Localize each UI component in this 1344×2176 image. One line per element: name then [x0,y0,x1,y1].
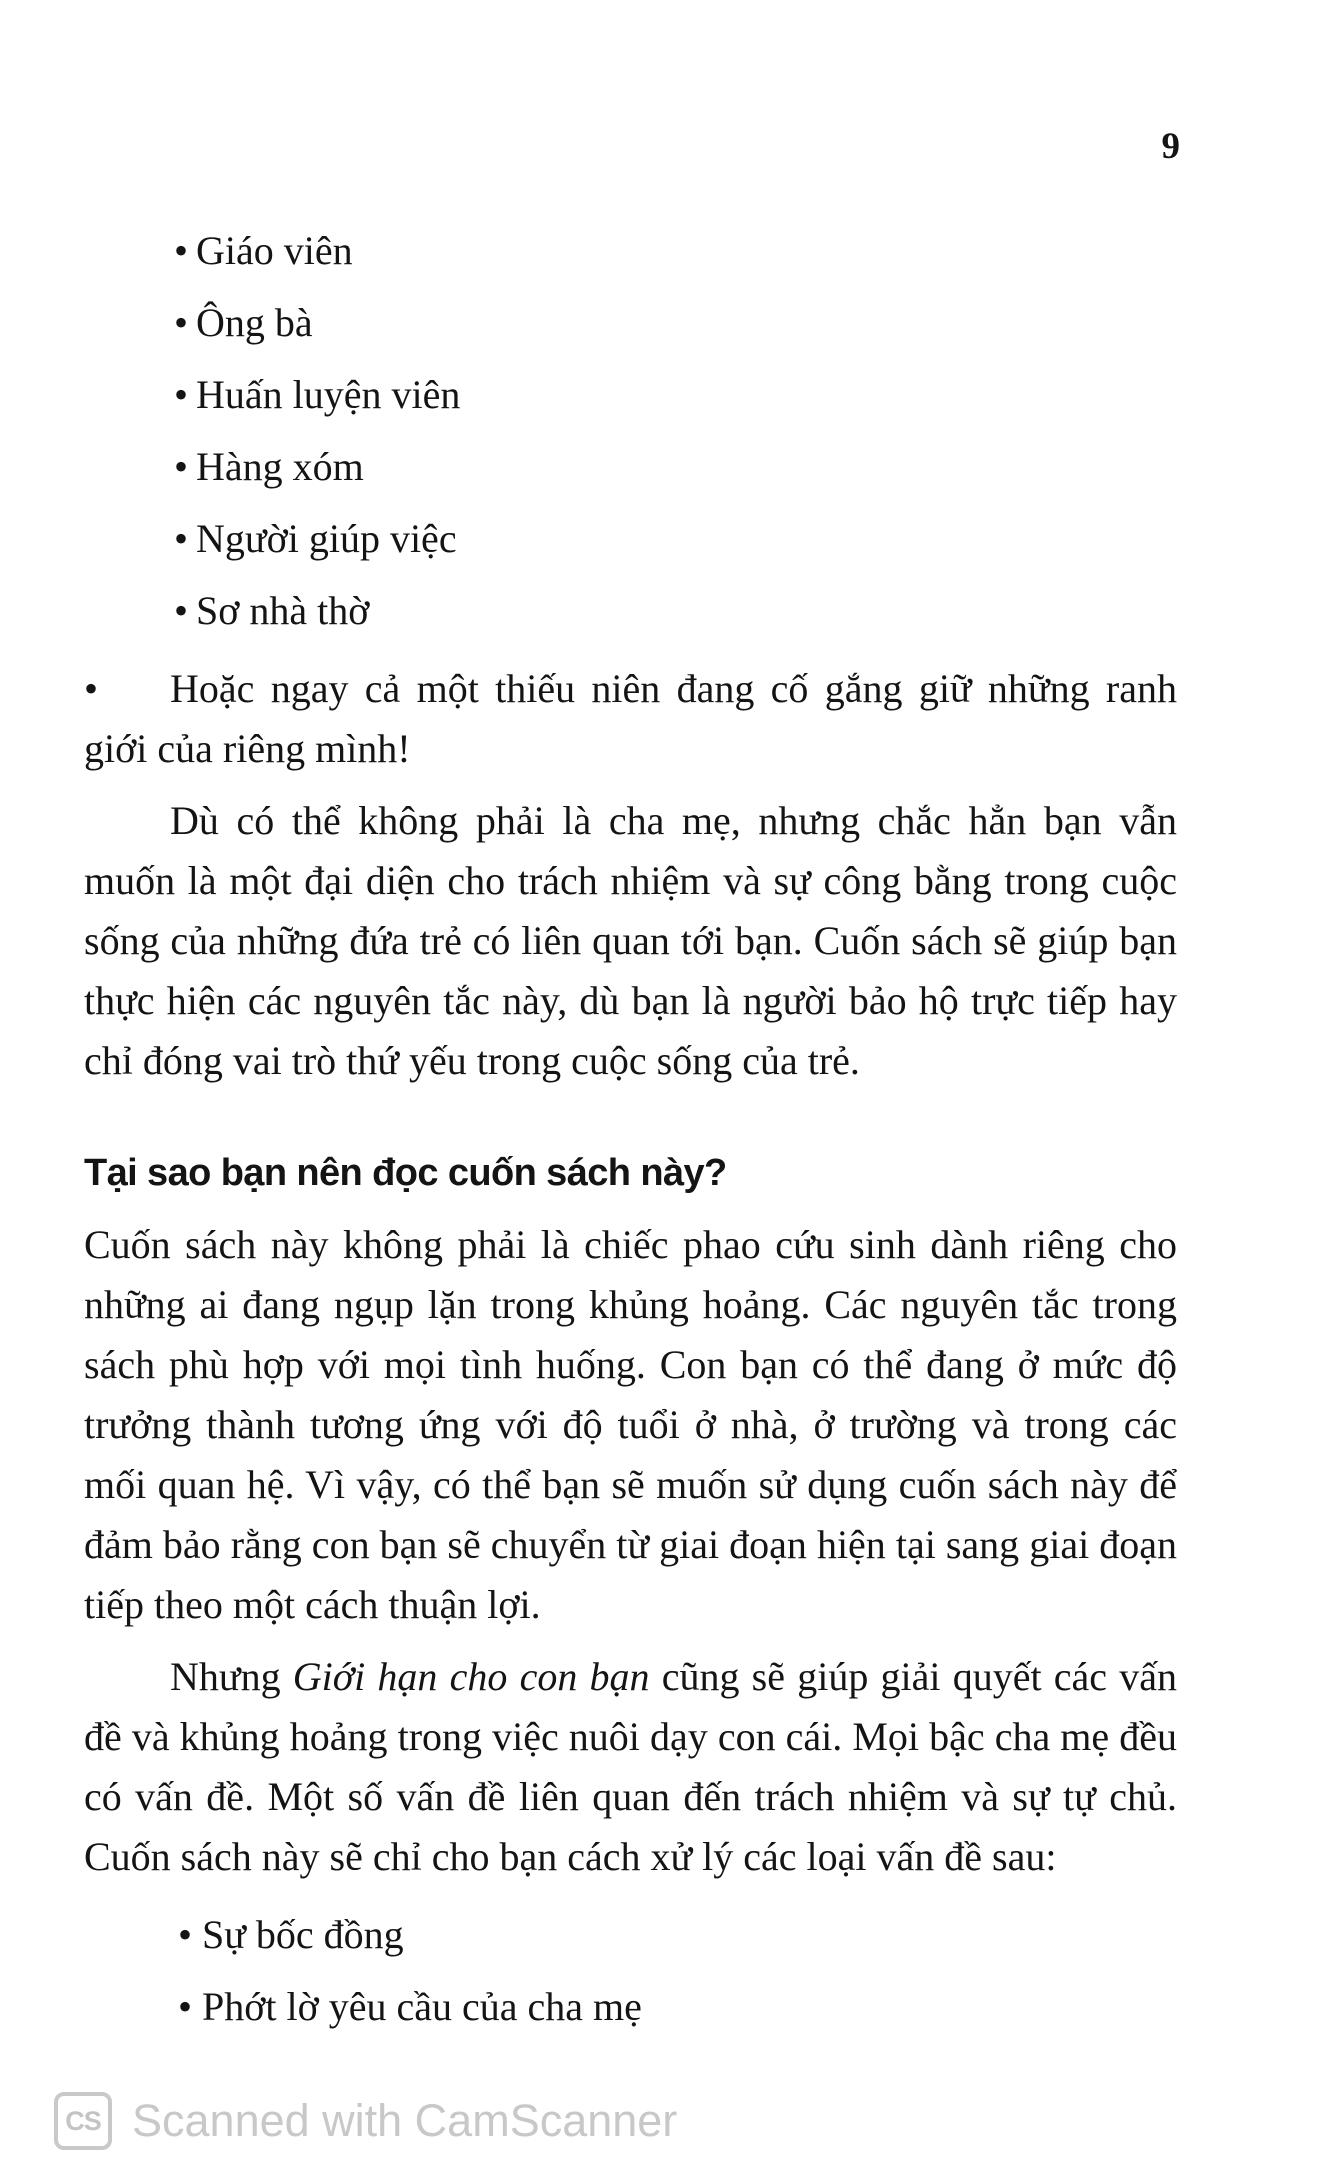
book-title: Giới hạn cho con bạn [292,1654,650,1699]
paragraph-2: Cuốn sách này không phải là chiếc phao cứu sinh dành riêng cho những ai đang ngụp lặn trong khủng hoảng. Các nguyên tắc trong sách phù hợp với mọi tình huống. Con bạn có thể đang ở mức độ trưởng thành tương ứng với độ tuổi ở nhà, ở trường và trong các mối quan hệ. Vì vậy, có thể bạn sẽ muốn sử dụng cuốn sách này để đảm bảo rằng con bạn sẽ chuyển từ giai đoạn hiện tại sang giai đoạn tiếp theo một cách thuận lợi. [84,1222,1177,1627]
bullet-icon: • [173,444,188,489]
list-item-text: Hàng xóm [196,444,364,489]
bullet-icon: • [173,372,188,417]
list-item [84,287,1177,359]
list-item-text: Huấn luyện viên [196,372,461,417]
camscanner-watermark [54,2090,677,2152]
bullet-icon: • [173,228,188,273]
list-item-text: Người giúp việc [196,516,457,561]
bullet-icon: • [177,1912,192,1957]
list-item-text: Sự bốc đồng [202,1912,404,1957]
list-item [84,503,1177,575]
list-item-text: Sơ nhà thờ [196,588,370,633]
list-item-text: Giáo viên [196,228,353,273]
top-bullet-list [84,215,1177,647]
list-item [84,1899,1177,1971]
bullet-icon: • [173,300,188,345]
list-item [84,359,1177,431]
bullet-icon: • [177,1984,192,2029]
page-number: 9 [1161,126,1180,167]
bullet-icon: • [84,666,99,711]
long-bullet-lead [84,659,170,719]
bullet-icon: • [173,516,188,561]
list-item-text: Ông bà [196,300,313,345]
list-item [84,575,1177,647]
list-item [84,1971,1177,2043]
list-item [84,431,1177,503]
bullet-icon: • [173,588,188,633]
paragraph-1: Dù có thể không phải là cha mẹ, nhưng chắc hẳn bạn vẫn muốn là một đại diện cho trách nhiệm và sự công bằng trong cuộc sống của những đứa trẻ có liên quan tới bạn. Cuốn sách sẽ giúp bạn thực hiện các nguyên tắc này, dù bạn là người bảo hộ trực tiếp hay chỉ đóng vai trò thứ yếu trong cuộc sống của trẻ. [84,798,1177,1083]
long-bullet-text: Hoặc ngay cả một thiếu niên đang cố gắng giữ những ranh giới của riêng mình! [84,666,1177,771]
section-heading: Tại sao bạn nên đọc cuốn sách này? [84,1152,727,1194]
list-item-text: Phớt lờ yêu cầu của cha mẹ [202,1984,642,2029]
long-bullet-item [84,659,1177,779]
list-item [84,215,1177,287]
paragraph-3-after: cũng sẽ giúp giải quyết các vấn đề và khủng hoảng trong việc nuôi dạy con cái. Mọi bậc cha mẹ đều có vấn đề. Một số vấn đề liên quan đến trách nhiệm và sự tự chủ. Cuốn sách này sẽ chỉ cho bạn cách xử lý các loại vấn đề sau: [84,1654,1177,1879]
bottom-bullet-list [84,1899,1177,2043]
paragraph-3-before: Nhưng [170,1654,293,1699]
paragraph-3 [84,1647,1177,1887]
watermark-text: Scanned with CamScanner [132,2095,678,2146]
camscanner-logo-icon: CS [54,2092,112,2150]
page-content [84,215,1177,2043]
